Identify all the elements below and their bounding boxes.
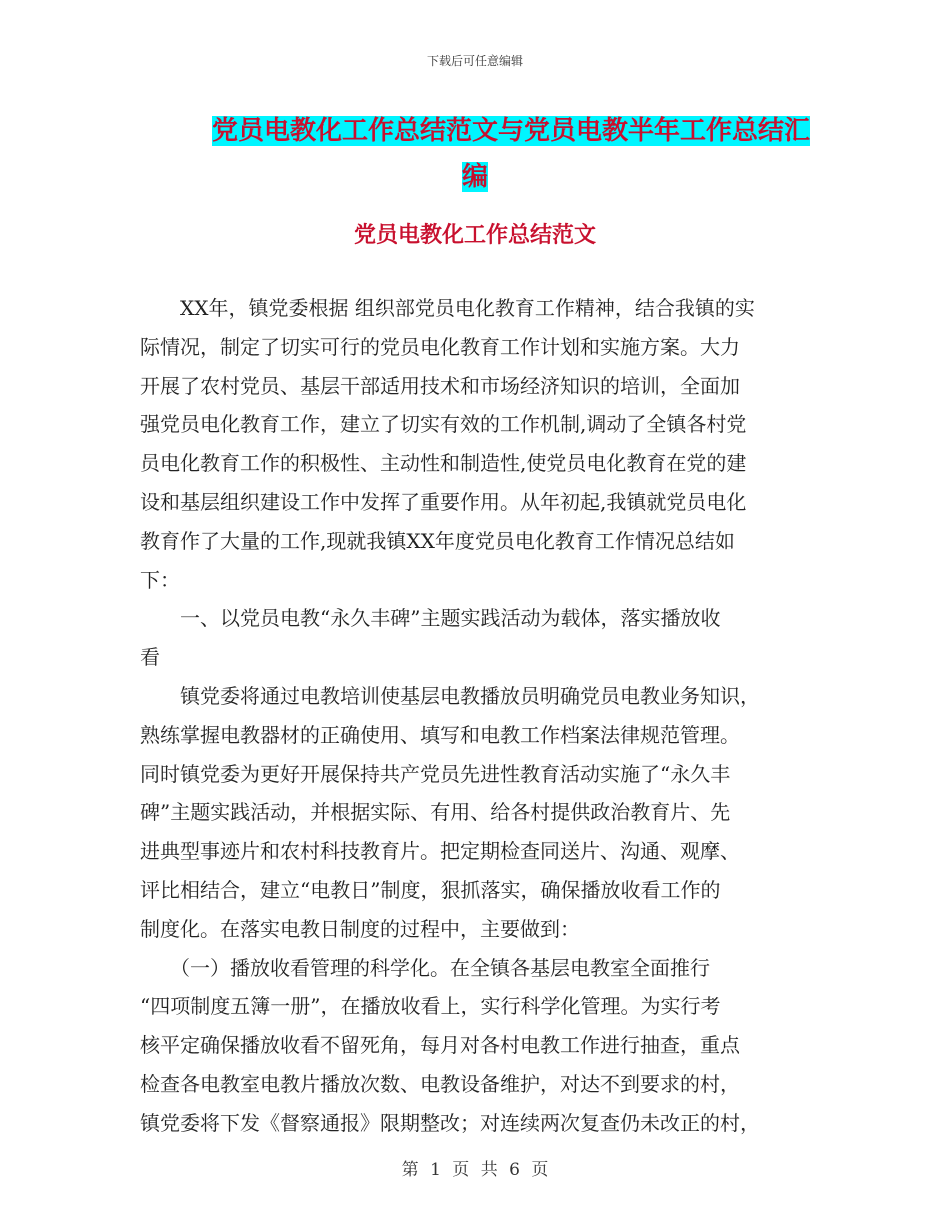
- document-title: [140, 108, 810, 200]
- text-line: 际情况，制定了切实可行的党员电化教育工作计划和实施方案。大力: [140, 334, 740, 359]
- text-line: 开展了农村党员、基层干部适用技术和市场经济知识的培训，全面加: [140, 373, 740, 398]
- section-heading-line: 一、以党员电教“永久丰碑”主题实践活动为载体，落实播放收: [140, 606, 721, 631]
- text-line: 强党员电化教育工作，建立了切实有效的工作机制,调动了全镇各村党: [140, 412, 747, 437]
- text-line: 教育作了大量的工作,现就我镇XX年度党员电化教育工作情况总结如: [140, 528, 735, 553]
- text-line: “四项制度五簿一册”，在播放收看上，实行科学化管理。为实行考: [140, 994, 721, 1019]
- page-header-note: 下载后可任意编辑: [426, 54, 523, 68]
- text-line: 员电化教育工作的积极性、主动性和制造性,使党员电化教育在党的建: [140, 451, 747, 476]
- body-text: [140, 289, 815, 1143]
- page-number-footer: 第 1 页 共 6 页: [401, 1160, 549, 1180]
- text-line: 镇党委将下发《督察通报》限期整改；对连续两次复查仍未改正的村，: [140, 1110, 760, 1135]
- text-line: 检查各电教室电教片播放次数、电教设备维护，对达不到要求的村，: [140, 1071, 740, 1096]
- text-line: XX年，镇党委根据 组织部党员电化教育工作精神，结合我镇的实: [140, 296, 755, 320]
- section-title: 党员电教化工作总结范文: [353, 223, 596, 248]
- section-heading-line: 看: [140, 645, 160, 670]
- text-line: 熟练掌握电教器材的正确使用、填写和电教工作档案法律规范管理。: [140, 722, 740, 747]
- text-line: 进典型事迹片和农村科技教育片。把定期检查同送片、沟通、观摩、: [140, 839, 740, 864]
- text-line: 同时镇党委为更好开展保持共产党员先进性教育活动实施了“永久丰: [140, 761, 731, 786]
- text-line: （一）播放收看管理的科学化。在全镇各基层电教室全面推行: [140, 955, 710, 980]
- title-line-2: 编: [461, 162, 488, 192]
- text-line: 设和基层组织建设工作中发挥了重要作用。从年初起,我镇就党员电化: [140, 489, 747, 514]
- text-line: 下：: [140, 567, 180, 592]
- text-line: 碑”主题实践活动，并根据实际、有用、给各村提供政治教育片、先: [140, 800, 731, 825]
- text-line: 制度化。在落实电教日制度的过程中，主要做到：: [140, 916, 580, 941]
- title-line-1: 党员电教化工作总结范文与党员电教半年工作总结汇: [211, 116, 810, 146]
- text-line: 镇党委将通过电教培训使基层电教播放员明确党员电教业务知识，: [140, 683, 760, 708]
- text-line: 评比相结合，建立“电教日”制度，狠抓落实，确保播放收看工作的: [140, 877, 721, 902]
- text-line: 核平定确保播放收看不留死角，每月对各村电教工作进行抽查，重点: [140, 1033, 740, 1058]
